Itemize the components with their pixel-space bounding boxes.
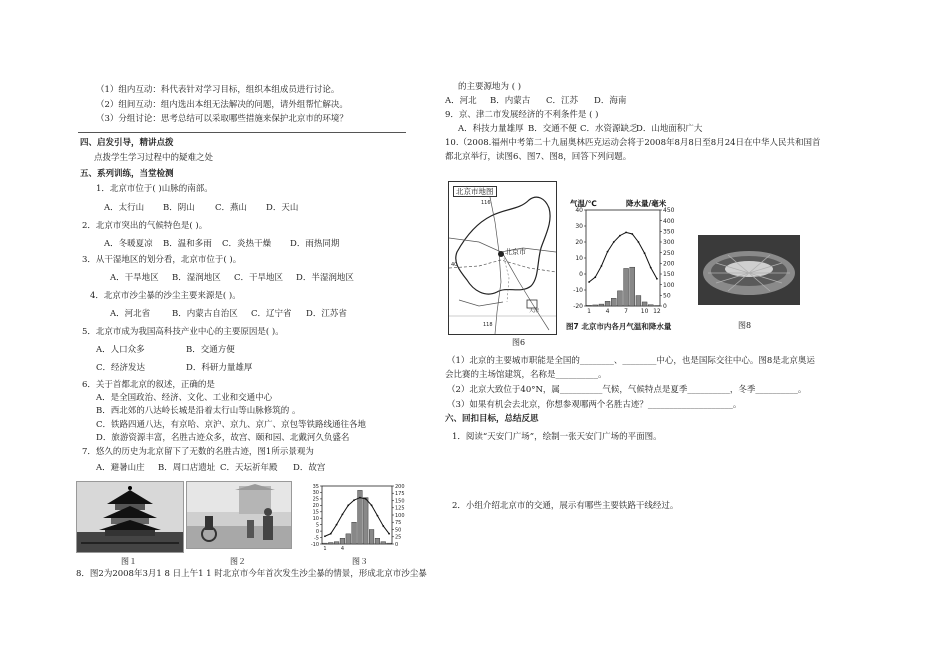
temperature-point (644, 252, 646, 254)
q2-option-b: B．温和多雨 (163, 239, 212, 249)
precip-bar (323, 543, 328, 544)
y2-tick-label: 75 (395, 520, 402, 526)
y-tick-label: 10 (312, 515, 319, 522)
precip-bar (375, 538, 380, 544)
temperature-point (382, 525, 384, 527)
precip-bar (346, 534, 351, 544)
precip-bar (340, 538, 345, 544)
section-6-item-1: 1．阅读“天安门广场”，绘制一张天安门广场的平面图。 (452, 432, 662, 442)
q7-option-a: A．避暑山庄 (96, 463, 145, 473)
temperature-point (619, 235, 621, 237)
q5-option-b: B．交通方便 (186, 345, 235, 355)
y-tick-label: 5 (315, 522, 319, 529)
intro-item-1: （1）组内互动：科代表针对学习目标，组织本组成员进行讨论。 (96, 85, 340, 95)
y2-axis-label: 降水量/毫米 (626, 199, 667, 208)
temperature-point (359, 497, 361, 499)
q9-option-c: C．水资源缺乏 (580, 124, 638, 134)
temperature-line (589, 232, 657, 282)
y2-tick-label: 300 (663, 239, 675, 247)
temperature-point (330, 533, 332, 535)
y-tick-label: 15 (312, 509, 319, 516)
q6-option-c: C．铁路四通八达，有京哈、京沪、京九、京广、京包等铁路线通往各地 (96, 420, 367, 430)
precip-bar (599, 304, 604, 306)
x-tick-label: 4 (340, 546, 345, 552)
q3-option-b: B．湿润地区 (172, 273, 221, 283)
figure-6-beijing-map (448, 181, 557, 335)
subquestion-2: （2）北京大致位于40°N，属__________气候，气候特点是夏季__________，冬季__________。 (447, 385, 807, 395)
q8-option-c: C．江苏 (546, 96, 579, 106)
precip-bar (328, 543, 333, 544)
q4-option-b: B．内蒙古自治区 (172, 309, 238, 319)
section-5-title: 五、系列训练，当堂检测 (80, 169, 174, 179)
precip-bar (642, 302, 647, 306)
q1-option-b: B．阴山 (163, 203, 195, 213)
q6-option-d: D．旅游资源丰富，名胜古迹众多，故宫、颐和园、北戴河久负盛名 (96, 433, 350, 443)
x-tick-label: 1 (323, 546, 327, 552)
q9-option-a: A．科技力量雄厚 (458, 124, 524, 134)
question-6-stem: 6．关于首都北京的叙述，正确的是 (82, 380, 215, 390)
q7-option-d: D．故宫 (293, 463, 326, 473)
precip-bar (624, 268, 629, 306)
q1-option-a: A．太行山 (104, 203, 145, 213)
q2-option-a: A．冬暖夏凉 (104, 239, 153, 249)
x-tick-label: 1 (587, 308, 591, 315)
precip-bar (334, 542, 339, 544)
y2-tick-label: 100 (395, 512, 405, 519)
figure-7-climate-chart (562, 196, 692, 320)
temperature-point (371, 504, 373, 506)
q8-option-d: D．海南 (594, 96, 627, 106)
q2-option-c: C．炎热干燥 (222, 239, 272, 249)
q1-option-c: C．燕山 (215, 203, 248, 213)
precip-bar (369, 530, 374, 545)
figure-7-caption: 图7 北京市内各月气温和降水量 (566, 322, 672, 331)
y-tick-label: 20 (575, 239, 583, 247)
y2-tick-label: 150 (395, 498, 405, 505)
temperature-point (377, 515, 379, 517)
question-8-stem: 8．图2为2008年3月1 8 日上午1 1 时北京市今年首次发生沙尘暴的情景，形成北京市沙尘暴 (76, 569, 427, 579)
figure-8-caption: 图8 (738, 321, 752, 330)
figure-1-temple-photo (76, 481, 184, 553)
question-9-stem: 9．京、津二市发展经济的不利条件是 ( ) (445, 110, 599, 120)
q8-option-a: A．河北 (445, 96, 477, 106)
temperature-point (588, 281, 590, 283)
section-4-text: 点拨学生学习过程中的疑难之处 (94, 153, 214, 163)
y2-tick-label: 200 (395, 483, 405, 490)
map-label-40: 40 (451, 262, 458, 268)
x-tick-label: 4 (605, 308, 610, 315)
q6-option-a: A．是全国政治、经济、文化、工业和交通中心 (96, 393, 273, 403)
y2-tick-label: 50 (395, 527, 402, 534)
map-title: 北京市地图 (453, 186, 497, 197)
y2-tick-label: 175 (395, 491, 405, 497)
y-tick-label: 30 (312, 490, 319, 497)
q4-option-a: A．河北省 (110, 309, 151, 319)
precip-bar (648, 305, 653, 306)
q5-option-c: C．经济发达 (96, 363, 146, 373)
y2-tick-label: 25 (395, 534, 402, 541)
y2-tick-label: 250 (663, 249, 675, 257)
q3-option-c: C．干旱地区 (234, 273, 284, 283)
plot-frame (586, 210, 660, 306)
precip-bar (630, 267, 635, 306)
precip-bar (636, 296, 641, 306)
question-2-stem: 2．北京市突出的气候特色是( )。 (82, 221, 208, 231)
temperature-point (631, 233, 633, 235)
y-tick-label: -20 (573, 303, 583, 311)
map-city-label: 北京市 (505, 248, 526, 256)
temperature-point (650, 267, 652, 269)
y-tick-label: -10 (310, 541, 319, 548)
y2-tick-label: 100 (663, 281, 675, 289)
section-divider (78, 132, 406, 133)
section-6-title: 六、回扣目标，总结反思 (445, 414, 539, 424)
temperature-point (656, 278, 658, 280)
precip-bar (605, 301, 610, 306)
question-4-stem: 4．北京市沙尘暴的沙尘主要来源是( )。 (90, 291, 241, 301)
y2-tick-label: 450 (663, 207, 675, 215)
q7-option-b: B．周口店遗址 (158, 463, 216, 473)
map-label-116: 116 (481, 200, 491, 206)
question-8-continued: 的主要源地为 ( ) (458, 82, 522, 92)
section-4-title: 四、启发引导，精讲点拨 (80, 138, 174, 148)
temperature-point (365, 498, 367, 500)
y2-tick-label: 400 (663, 217, 675, 225)
q4-option-c: C．辽宁省 (251, 309, 292, 319)
figure-6-caption: 图6 (512, 338, 526, 347)
temperature-point (353, 499, 355, 501)
question-1-stem: 1．北京市位于( )山脉的南部。 (96, 184, 213, 194)
y-tick-label: 25 (312, 496, 319, 503)
figure-8-stadium-photo (698, 235, 800, 305)
y-tick-label: 0 (579, 271, 583, 279)
y-tick-label: -5 (314, 535, 319, 542)
plot-frame (322, 486, 392, 544)
figure-3-caption: 图３ (352, 557, 368, 566)
temperature-line (325, 498, 389, 537)
precip-bar (352, 522, 357, 544)
question-7-stem: 7．悠久的历史为北京留下了无数的名胜古迹，图1所示景观为 (82, 447, 314, 457)
temperature-point (388, 533, 390, 535)
precip-bar (587, 305, 592, 306)
temperature-point (324, 535, 326, 537)
y-tick-label: 20 (312, 503, 319, 510)
q5-option-d: D．科研力量雄厚 (186, 363, 253, 373)
y-tick-label: 30 (575, 223, 583, 231)
map-label-tianjin: 天津 (529, 308, 540, 314)
temperature-point (347, 504, 349, 506)
y2-tick-label: 0 (663, 303, 667, 311)
figure-3-climate-chart (298, 480, 418, 552)
precip-bar (381, 542, 386, 544)
y-tick-label: -10 (573, 287, 583, 295)
section-6-item-2: 2．小组介绍北京市的交通，展示有哪些主要铁路干线经过。 (452, 501, 679, 511)
question-10-line-1: 10.（2008.福州中考第二十九届奥林匹克运动会将于2008年8月8日至8月24日在中华人民共和国首 (445, 138, 821, 148)
x-tick-label: 12 (653, 308, 661, 315)
subquestion-3: （3）如果有机会去北京，你想参观哪两个名胜古迹？____________________。 (447, 400, 742, 410)
question-5-stem: 5．北京市成为我国高科技产业中心的主要原因是( )。 (82, 327, 284, 337)
precip-bar (387, 543, 392, 544)
map-label-118: 118 (483, 322, 493, 328)
y2-tick-label: 0 (395, 541, 399, 548)
q6-option-b: B．西北郊的八达岭长城是沿着太行山等山脉修筑的 。 (96, 406, 301, 416)
temperature-point (607, 251, 609, 253)
x-tick-label: 7 (624, 308, 628, 315)
y2-tick-label: 200 (663, 260, 675, 268)
y-tick-label: 0 (315, 528, 319, 535)
subquestion-1-line-2: 会比赛的主场馆建筑，名称是__________。 (445, 370, 607, 380)
y2-tick-label: 150 (663, 271, 675, 279)
temperature-point (342, 513, 344, 515)
y-tick-label: 10 (575, 255, 583, 263)
figure-2-sandstorm-photo (186, 481, 292, 549)
q3-option-a: A．干旱地区 (110, 273, 159, 283)
precip-bar (593, 305, 598, 306)
y-tick-label: 35 (312, 483, 319, 490)
temperature-point (638, 241, 640, 243)
precip-bar (617, 291, 622, 306)
subquestion-1-line-1: （1）北京的主要城市职能是全国的________、________中心，也是国际交往中心。图8是北京奥运 (447, 356, 815, 366)
question-3-stem: 3．从干湿地区的划分看，北京市位于( )。 (82, 255, 242, 265)
figure-2-caption: 图２ (230, 557, 246, 566)
intro-item-3: （3）分组讨论：思考总结可以采取哪些措施来保护北京市的环境？ (96, 114, 348, 124)
precip-bar (611, 298, 616, 306)
intro-item-2: （2）组间互动：组内选出本组无法解决的问题，请外组帮忙解决。 (96, 100, 348, 110)
q8-option-b: B．内蒙古 (490, 96, 531, 106)
q9-option-d: D．山地面积广大 (636, 124, 703, 134)
q3-option-d: D．半湿润地区 (296, 273, 354, 283)
question-10-line-2: 都北京举行，读图6、图7、图8，回答下列问题。 (445, 152, 632, 162)
temperature-point (601, 265, 603, 267)
y-axis-label: 气温/℃ (570, 199, 597, 208)
y2-tick-label: 350 (663, 228, 675, 236)
figure-1-caption: 图１ (121, 557, 137, 566)
q7-option-c: C．天坛祈年殿 (220, 463, 278, 473)
q2-option-d: D．雨热同期 (290, 239, 340, 249)
temperature-point (594, 276, 596, 278)
y2-tick-label: 125 (395, 505, 405, 512)
temperature-point (625, 232, 627, 234)
q5-option-a: A．人口众多 (96, 345, 145, 355)
q4-option-d: D．江苏省 (306, 309, 347, 319)
q1-option-d: D．天山 (266, 203, 299, 213)
q9-option-b: B．交通不便 (528, 124, 577, 134)
y-tick-label: 40 (575, 207, 583, 215)
temperature-point (336, 524, 338, 526)
temperature-point (613, 241, 615, 243)
x-tick-label: 10 (640, 308, 649, 315)
precip-bar (363, 498, 368, 544)
y2-tick-label: 50 (663, 292, 671, 300)
